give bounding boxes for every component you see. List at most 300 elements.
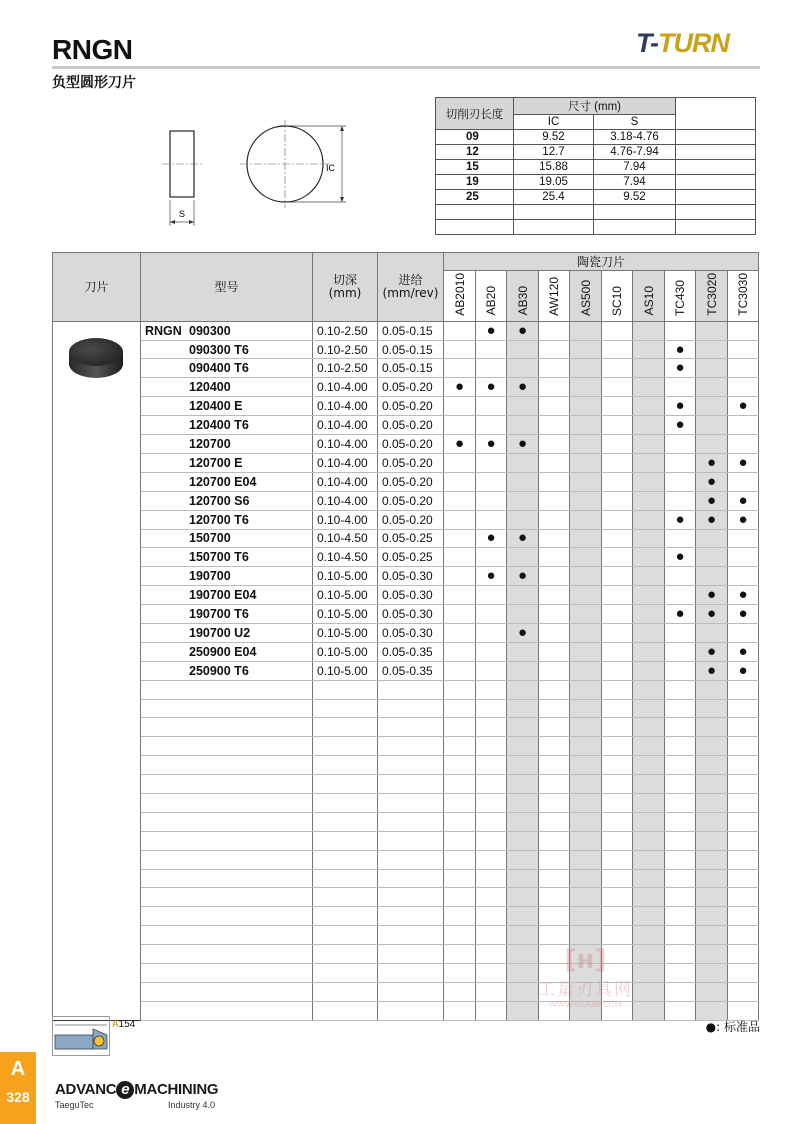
grade-cell-aw120 xyxy=(539,907,570,926)
size-cell-s: 4.76-7.94 xyxy=(594,145,676,160)
model-cell xyxy=(141,775,313,794)
grade-cell-as10 xyxy=(633,718,665,737)
grade-cell-sc10 xyxy=(602,850,633,869)
size-cell-s: 3.18-4.76 xyxy=(594,130,676,145)
header-depth: 切深 (mm) xyxy=(313,253,378,322)
grade-cell-ab20 xyxy=(476,623,507,642)
grade-cell-ab20 xyxy=(476,869,507,888)
grade-cell-tc3020 xyxy=(696,529,728,548)
grade-cell-as10 xyxy=(633,737,665,756)
grade-cell-tc3030 xyxy=(728,926,759,945)
brand-main: TURN xyxy=(658,28,729,58)
grade-cell-sc10 xyxy=(602,831,633,850)
depth-cell: 0.10-4.00 xyxy=(313,453,378,472)
grade-cell-ab20 xyxy=(476,661,507,680)
grade-cell-as10 xyxy=(633,661,665,680)
grade-cell-ab20 xyxy=(476,963,507,982)
feed-cell: 0.05-0.25 xyxy=(378,548,444,567)
grade-cell-tc430 xyxy=(665,850,696,869)
grade-cell-ab30 xyxy=(507,699,539,718)
empty-row xyxy=(53,869,759,888)
size-cell-ic xyxy=(514,205,594,220)
grade-cell-as10 xyxy=(633,435,665,454)
model-code: 120700 E xyxy=(189,455,243,470)
grade-cell-as500 xyxy=(570,529,602,548)
round-insert-icon xyxy=(53,322,139,392)
grade-cell-as10 xyxy=(633,623,665,642)
grade-cell-tc3020 xyxy=(696,850,728,869)
grade-cell-aw120 xyxy=(539,850,570,869)
empty-row xyxy=(53,812,759,831)
depth-cell: 0.10-4.00 xyxy=(313,416,378,435)
depth-cell xyxy=(313,926,378,945)
grade-cell-tc430: ● xyxy=(665,359,696,378)
empty-row xyxy=(53,793,759,812)
grade-cell-ab30 xyxy=(507,982,539,1001)
grade-cell-tc3030 xyxy=(728,416,759,435)
grade-cell-tc430 xyxy=(665,680,696,699)
feed-cell xyxy=(378,831,444,850)
grade-cell-ab2010 xyxy=(444,982,476,1001)
grade-cell-as10 xyxy=(633,888,665,907)
depth-cell: 0.10-4.00 xyxy=(313,510,378,529)
grade-header-tc3020: TC3020 xyxy=(696,271,728,322)
table-row xyxy=(53,378,759,397)
grade-cell-as10 xyxy=(633,416,665,435)
grade-cell-sc10 xyxy=(602,453,633,472)
empty-row xyxy=(53,963,759,982)
grade-cell-as10 xyxy=(633,699,665,718)
grade-header-aw120: AW120 xyxy=(539,271,570,322)
grade-cell-as10 xyxy=(633,567,665,586)
grade-cell-as10 xyxy=(633,775,665,794)
grade-cell-tc430 xyxy=(665,378,696,397)
grade-cell-ab20 xyxy=(476,642,507,661)
grade-cell-sc10 xyxy=(602,491,633,510)
grade-cell-sc10 xyxy=(602,907,633,926)
grade-cell-as10 xyxy=(633,548,665,567)
empty-row xyxy=(53,888,759,907)
depth-cell xyxy=(313,850,378,869)
grade-cell-sc10 xyxy=(602,529,633,548)
model-cell xyxy=(141,416,313,435)
grade-cell-sc10 xyxy=(602,642,633,661)
feed-cell: 0.05-0.30 xyxy=(378,586,444,605)
grade-cell-ab2010 xyxy=(444,775,476,794)
grade-cell-sc10 xyxy=(602,888,633,907)
grade-header-as500: AS500 xyxy=(570,271,602,322)
grade-cell-as10 xyxy=(633,812,665,831)
grade-cell-as500 xyxy=(570,397,602,416)
feed-cell: 0.05-0.20 xyxy=(378,453,444,472)
grade-cell-tc3020 xyxy=(696,926,728,945)
grade-cell-as10 xyxy=(633,586,665,605)
grade-cell-ab20 xyxy=(476,1001,507,1020)
grade-cell-tc430 xyxy=(665,963,696,982)
grade-cell-as10 xyxy=(633,869,665,888)
empty-row xyxy=(53,718,759,737)
grade-cell-tc3020 xyxy=(696,756,728,775)
grade-cell-aw120 xyxy=(539,831,570,850)
grade-cell-as500 xyxy=(570,812,602,831)
grade-cell-tc3020 xyxy=(696,548,728,567)
grade-cell-tc3020 xyxy=(696,359,728,378)
grade-cell-ab20 xyxy=(476,699,507,718)
grade-cell-tc3020: ● xyxy=(696,642,728,661)
grade-cell-ab20 xyxy=(476,737,507,756)
model-cell xyxy=(141,926,313,945)
feed-cell xyxy=(378,850,444,869)
grade-cell-aw120 xyxy=(539,321,570,340)
grade-cell-as10 xyxy=(633,510,665,529)
grade-cell-as500 xyxy=(570,605,602,624)
grade-cell-as500 xyxy=(570,321,602,340)
grade-cell-sc10 xyxy=(602,567,633,586)
feed-cell: 0.05-0.25 xyxy=(378,529,444,548)
grade-cell-sc10 xyxy=(602,510,633,529)
empty-row xyxy=(53,945,759,964)
grade-cell-as500 xyxy=(570,586,602,605)
depth-cell: 0.10-5.00 xyxy=(313,605,378,624)
grade-cell-aw120 xyxy=(539,491,570,510)
grade-cell-aw120 xyxy=(539,812,570,831)
model-cell xyxy=(141,945,313,964)
grade-cell-ab2010 xyxy=(444,737,476,756)
grade-cell-tc3030: ● xyxy=(728,397,759,416)
size-table xyxy=(435,97,756,235)
grade-cell-tc3020 xyxy=(696,888,728,907)
feed-cell xyxy=(378,945,444,964)
grade-cell-ab2010 xyxy=(444,888,476,907)
grade-cell-aw120 xyxy=(539,529,570,548)
grade-cell-aw120 xyxy=(539,718,570,737)
grade-cell-tc3020: ● xyxy=(696,453,728,472)
model-code: 250900 T6 xyxy=(189,663,249,678)
model-cell xyxy=(141,680,313,699)
grade-cell-ab20 xyxy=(476,548,507,567)
grade-cell-ab20 xyxy=(476,510,507,529)
grade-cell-sc10 xyxy=(602,699,633,718)
grade-cell-tc3020 xyxy=(696,416,728,435)
grade-cell-ab20 xyxy=(476,397,507,416)
grade-cell-tc3020 xyxy=(696,623,728,642)
grade-cell-as500 xyxy=(570,642,602,661)
grade-cell-ab2010 xyxy=(444,793,476,812)
feed-cell: 0.05-0.35 xyxy=(378,642,444,661)
grade-cell-ab20 xyxy=(476,926,507,945)
grade-cell-aw120 xyxy=(539,416,570,435)
grade-cell-as10 xyxy=(633,793,665,812)
depth-cell xyxy=(313,982,378,1001)
grade-cell-as10 xyxy=(633,340,665,359)
size-cell-s: 7.94 xyxy=(594,175,676,190)
size-cell-s: 9.52 xyxy=(594,190,676,205)
grade-cell-ab2010 xyxy=(444,453,476,472)
grade-cell-ab20 xyxy=(476,718,507,737)
grade-cell-as10 xyxy=(633,982,665,1001)
size-row xyxy=(436,190,756,205)
reference-thumbnail[interactable] xyxy=(52,1016,110,1056)
table-row xyxy=(53,491,759,510)
grade-cell-ab20: ● xyxy=(476,378,507,397)
table-row xyxy=(53,586,759,605)
grade-cell-sc10 xyxy=(602,548,633,567)
model-code: 190700 T6 xyxy=(189,607,249,621)
grade-cell-sc10 xyxy=(602,680,633,699)
grade-cell-aw120 xyxy=(539,397,570,416)
footer-logo-sub: TaeguTec Industry 4.0 xyxy=(55,1100,215,1110)
insert-table xyxy=(52,252,759,1021)
grade-cell-ab2010 xyxy=(444,642,476,661)
grade-cell-aw120 xyxy=(539,453,570,472)
grade-cell-ab2010 xyxy=(444,491,476,510)
size-header-blank xyxy=(676,98,756,130)
grade-cell-as500 xyxy=(570,850,602,869)
grade-cell-tc3030 xyxy=(728,793,759,812)
model-cell xyxy=(141,605,313,624)
table-row xyxy=(53,529,759,548)
feed-cell: 0.05-0.20 xyxy=(378,416,444,435)
depth-cell: 0.10-4.00 xyxy=(313,378,378,397)
grade-cell-tc430 xyxy=(665,661,696,680)
grade-cell-as10 xyxy=(633,1001,665,1020)
table-row xyxy=(53,605,759,624)
grade-cell-tc3020: ● xyxy=(696,510,728,529)
grade-cell-ab30 xyxy=(507,397,539,416)
grade-cell-ab30 xyxy=(507,793,539,812)
grade-cell-tc3030 xyxy=(728,831,759,850)
grade-cell-tc3030 xyxy=(728,869,759,888)
depth-cell xyxy=(313,831,378,850)
grade-cell-as500 xyxy=(570,775,602,794)
depth-cell xyxy=(313,888,378,907)
grade-cell-tc430: ● xyxy=(665,340,696,359)
grade-cell-tc3030: ● xyxy=(728,586,759,605)
grade-cell-tc3020 xyxy=(696,397,728,416)
table-row xyxy=(53,567,759,586)
grade-cell-as10 xyxy=(633,491,665,510)
grade-cell-ab2010 xyxy=(444,510,476,529)
size-cell-ic: 19.05 xyxy=(514,175,594,190)
model-cell xyxy=(141,888,313,907)
grade-cell-ab20 xyxy=(476,605,507,624)
size-cell-len xyxy=(436,220,514,235)
feed-cell xyxy=(378,775,444,794)
grade-header-tc3030: TC3030 xyxy=(728,271,759,322)
size-header-length: 切削刃长度 xyxy=(436,98,514,130)
reference-page[interactable]: A154 xyxy=(112,1019,136,1030)
grade-cell-sc10 xyxy=(602,378,633,397)
depth-cell: 0.10-5.00 xyxy=(313,623,378,642)
feed-cell: 0.05-0.20 xyxy=(378,435,444,454)
grade-cell-sc10 xyxy=(602,756,633,775)
grade-cell-ab30 xyxy=(507,775,539,794)
size-cell-s: 7.94 xyxy=(594,160,676,175)
grade-cell-ab20 xyxy=(476,982,507,1001)
grade-cell-as10 xyxy=(633,397,665,416)
model-code: 120700 E04 xyxy=(189,474,257,489)
grade-cell-aw120 xyxy=(539,775,570,794)
model-code: 120700 T6 xyxy=(189,512,249,527)
table-row xyxy=(53,642,759,661)
model-cell xyxy=(141,907,313,926)
grade-cell-sc10 xyxy=(602,775,633,794)
grade-cell-tc430 xyxy=(665,491,696,510)
feed-cell xyxy=(378,737,444,756)
empty-row xyxy=(53,831,759,850)
watermark-url: WWW.GLRJW.COM xyxy=(549,1000,622,1009)
grade-cell-ab2010 xyxy=(444,623,476,642)
grade-cell-ab20 xyxy=(476,340,507,359)
grade-cell-ab2010 xyxy=(444,605,476,624)
table-row xyxy=(53,416,759,435)
grade-cell-as10 xyxy=(633,642,665,661)
grade-cell-tc3020 xyxy=(696,907,728,926)
grade-cell-as10 xyxy=(633,321,665,340)
size-cell-ic: 15.88 xyxy=(514,160,594,175)
grade-cell-tc3030 xyxy=(728,907,759,926)
grade-cell-tc3020: ● xyxy=(696,472,728,491)
grade-cell-tc3030 xyxy=(728,567,759,586)
grade-cell-tc430 xyxy=(665,453,696,472)
grade-cell-tc3020 xyxy=(696,945,728,964)
model-cell xyxy=(141,756,313,775)
size-cell-len: 15 xyxy=(436,160,514,175)
model-cell xyxy=(141,718,313,737)
size-row xyxy=(436,160,756,175)
feed-cell xyxy=(378,680,444,699)
model-cell xyxy=(141,661,313,680)
feed-cell: 0.05-0.20 xyxy=(378,397,444,416)
size-cell-len: 12 xyxy=(436,145,514,160)
depth-cell: 0.10-4.00 xyxy=(313,397,378,416)
grade-cell-as500 xyxy=(570,831,602,850)
grade-cell-tc430 xyxy=(665,793,696,812)
size-cell-s xyxy=(594,205,676,220)
depth-cell xyxy=(313,718,378,737)
depth-cell: 0.10-4.00 xyxy=(313,491,378,510)
model-cell xyxy=(141,378,313,397)
grade-cell-tc3020 xyxy=(696,340,728,359)
feed-cell: 0.05-0.15 xyxy=(378,340,444,359)
grade-cell-tc3020 xyxy=(696,775,728,794)
grade-cell-aw120 xyxy=(539,699,570,718)
model-cell xyxy=(141,699,313,718)
empty-row xyxy=(53,926,759,945)
model-cell xyxy=(141,737,313,756)
grade-cell-aw120 xyxy=(539,359,570,378)
depth-cell: 0.10-4.50 xyxy=(313,529,378,548)
grade-cell-tc430: ● xyxy=(665,605,696,624)
grade-cell-as10 xyxy=(633,756,665,775)
grade-cell-as500 xyxy=(570,435,602,454)
grade-cell-tc3030 xyxy=(728,775,759,794)
grade-cell-as500 xyxy=(570,548,602,567)
grade-cell-tc430 xyxy=(665,737,696,756)
depth-cell xyxy=(313,963,378,982)
grade-cell-tc3030 xyxy=(728,378,759,397)
empty-row xyxy=(53,680,759,699)
feed-cell xyxy=(378,982,444,1001)
size-row xyxy=(436,175,756,190)
depth-cell xyxy=(313,756,378,775)
grade-cell-ab2010 xyxy=(444,926,476,945)
grade-cell-ab2010 xyxy=(444,869,476,888)
depth-cell: 0.10-4.00 xyxy=(313,435,378,454)
grade-cell-ab2010 xyxy=(444,472,476,491)
size-cell-len: 19 xyxy=(436,175,514,190)
size-cell-len xyxy=(436,205,514,220)
grade-cell-as10 xyxy=(633,453,665,472)
grade-cell-as10 xyxy=(633,472,665,491)
grade-cell-ab20 xyxy=(476,453,507,472)
grade-cell-ab2010 xyxy=(444,548,476,567)
grade-cell-tc3020 xyxy=(696,378,728,397)
grade-cell-aw120 xyxy=(539,756,570,775)
grade-cell-as500 xyxy=(570,756,602,775)
grade-cell-ab2010 xyxy=(444,661,476,680)
grade-cell-ab30: ● xyxy=(507,529,539,548)
model-code: 120400 T6 xyxy=(189,418,249,433)
grade-cell-tc430 xyxy=(665,1001,696,1020)
model-cell xyxy=(141,397,313,416)
grade-cell-aw120 xyxy=(539,472,570,491)
feed-cell xyxy=(378,1001,444,1020)
grade-cell-ab30 xyxy=(507,661,539,680)
model-cell xyxy=(141,453,313,472)
grade-cell-ab20 xyxy=(476,756,507,775)
grade-cell-tc3030: ● xyxy=(728,453,759,472)
grade-cell-tc3030 xyxy=(728,321,759,340)
grade-cell-aw120 xyxy=(539,888,570,907)
grade-cell-tc3020 xyxy=(696,982,728,1001)
grade-cell-aw120 xyxy=(539,642,570,661)
size-cell-ic: 12.7 xyxy=(514,145,594,160)
feed-cell xyxy=(378,718,444,737)
grade-cell-ab30 xyxy=(507,926,539,945)
model-cell xyxy=(141,869,313,888)
grade-cell-ab30 xyxy=(507,416,539,435)
grade-cell-ab30 xyxy=(507,850,539,869)
grade-cell-ab20 xyxy=(476,945,507,964)
depth-cell: 0.10-2.50 xyxy=(313,359,378,378)
size-cell-blank xyxy=(676,220,756,235)
grade-cell-tc430 xyxy=(665,472,696,491)
grade-cell-sc10 xyxy=(602,737,633,756)
size-cell-ic xyxy=(514,220,594,235)
depth-cell: 0.10-4.50 xyxy=(313,548,378,567)
grade-cell-as500 xyxy=(570,359,602,378)
grade-cell-tc430 xyxy=(665,831,696,850)
grade-cell-tc3020 xyxy=(696,963,728,982)
feed-cell: 0.05-0.20 xyxy=(378,472,444,491)
grade-header-ab2010: AB2010 xyxy=(444,271,476,322)
grade-cell-as500 xyxy=(570,510,602,529)
grade-cell-ab20 xyxy=(476,491,507,510)
grade-cell-tc3020 xyxy=(696,831,728,850)
grade-cell-ab30 xyxy=(507,548,539,567)
dim-ic-label: IC xyxy=(326,163,335,173)
grade-cell-sc10 xyxy=(602,926,633,945)
feed-cell xyxy=(378,756,444,775)
grade-cell-tc3030 xyxy=(728,623,759,642)
grade-cell-ab20 xyxy=(476,359,507,378)
grade-cell-ab30 xyxy=(507,359,539,378)
feed-cell: 0.05-0.30 xyxy=(378,567,444,586)
grade-cell-sc10 xyxy=(602,586,633,605)
model-cell xyxy=(141,529,313,548)
empty-row xyxy=(53,775,759,794)
